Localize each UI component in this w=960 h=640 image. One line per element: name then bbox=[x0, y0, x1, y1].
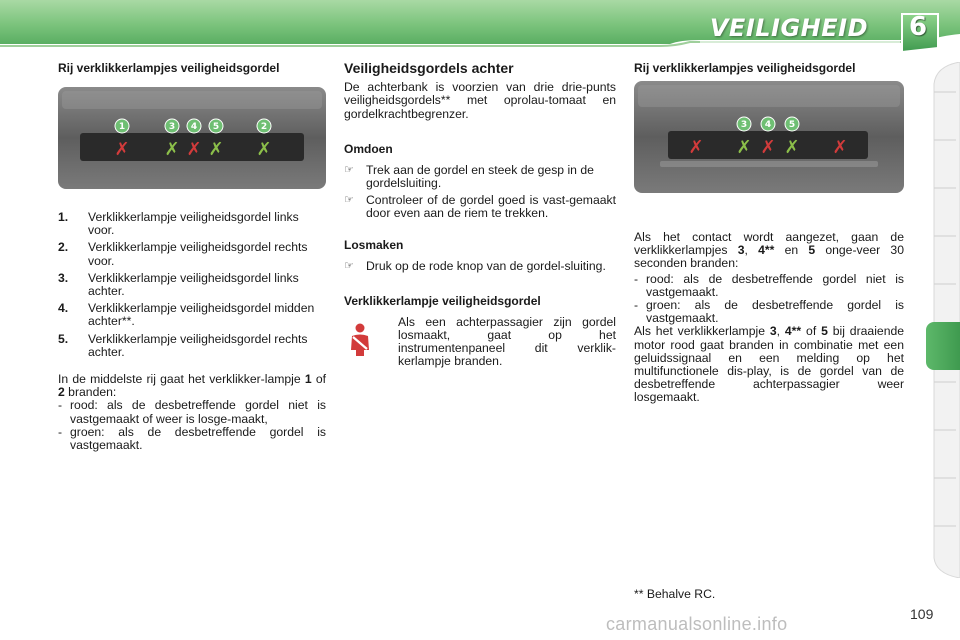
list-item: 4. Verklikkerlampje veiligheidsgordel midden achter**. bbox=[58, 301, 315, 329]
page-number: 109 bbox=[910, 606, 934, 622]
seatbelt-lamp-icon: ✗ bbox=[164, 139, 180, 160]
unfasten-heading: Losmaken bbox=[344, 237, 404, 252]
warning-block bbox=[344, 316, 616, 369]
seatbelt-lamp-icon: ✗ bbox=[208, 139, 224, 160]
seatbelt-lamp-icon: ✗ bbox=[114, 139, 130, 160]
right-dash-list bbox=[634, 273, 904, 326]
right-column bbox=[634, 62, 904, 405]
seatbelt-lamp-icon: ✗ bbox=[784, 137, 800, 158]
rear-indicator-markers bbox=[737, 117, 799, 131]
right-heading: Rij verklikkerlampjes veiligheidsgordel bbox=[634, 61, 856, 75]
panel-marker-2: 2 bbox=[260, 122, 268, 132]
indicator-list bbox=[58, 211, 326, 359]
section-title: Veiligheidsgordels achter bbox=[344, 60, 514, 76]
panel-marker-5: 5 bbox=[212, 122, 220, 132]
middle-row-paragraph: In de middelste rij gaat het verklikker-lampje 1 of 2 branden: bbox=[58, 372, 326, 400]
footnote: ** Behalve RC. bbox=[634, 587, 716, 601]
seatbelt-lamp-icon: ✗ bbox=[186, 139, 202, 160]
list-item: - groen: als de desbetreffende gordel is vastgemaakt. bbox=[634, 298, 904, 326]
page-header bbox=[0, 0, 960, 56]
panel-marker-4: 4 bbox=[190, 122, 198, 132]
panel-marker-3: 3 bbox=[168, 122, 176, 132]
panel-marker-1: 1 bbox=[118, 122, 126, 132]
list-item: - groen: als de desbetreffende gordel is vastgemaakt. bbox=[58, 424, 326, 453]
seatbelt-lamp-icon: ✗ bbox=[256, 139, 272, 160]
fasten-list bbox=[344, 164, 616, 221]
engine-running-paragraph: Als het verklikkerlampje 3, 4** of 5 bij draaiende motor rood gaat branden in combinatie met een geluidssignaal en een melding op het multifunctionele dis-play, is de gordel van de desbetreffende achterpassagier weer losgemaakt. bbox=[634, 324, 905, 405]
chapter-tab-rail bbox=[926, 62, 960, 578]
panel-marker-4: 4 bbox=[764, 120, 772, 130]
panel-marker-3: 3 bbox=[740, 120, 748, 130]
unfasten-list bbox=[344, 260, 616, 273]
left-heading: Rij verklikkerlampjes veiligheidsgordel bbox=[58, 61, 280, 75]
fasten-heading: Omdoen bbox=[344, 141, 393, 156]
chapter-number: 6 bbox=[908, 12, 928, 42]
chapter-tab-active[interactable] bbox=[926, 322, 960, 370]
watermark: carmanualsonline.info bbox=[606, 614, 788, 634]
rear-indicator-illustration bbox=[634, 81, 904, 193]
seatbelt-lamp-icon: ✗ bbox=[760, 137, 776, 158]
left-column bbox=[58, 62, 326, 452]
list-item: ☞ Trek aan de gordel en steek de gesp in de gordelsluiting. bbox=[344, 162, 594, 191]
list-item: 2. Verklikkerlampje veiligheidsgordel rechts voor. bbox=[58, 240, 308, 268]
list-item: ☞ Druk op de rode knop van de gordel-sluiting. bbox=[344, 258, 606, 273]
list-item: ☞ Controleer of de gordel goed is vast-gemaakt door even aan de riem te trekken. bbox=[344, 193, 616, 221]
seatbelt-lamp-icon: ✗ bbox=[832, 137, 848, 158]
intro-paragraph: De achterbank is voorzien van drie drie-punts veiligheidsgordels** met oprolau-tomaat en gordelkrachtbegrenzer. bbox=[344, 80, 616, 121]
list-item: - rood: als de desbetreffende gordel niet is vastgemaakt of weer is losge-maakt, bbox=[58, 398, 326, 426]
front-indicator-panel bbox=[58, 87, 326, 189]
middle-column bbox=[344, 62, 616, 369]
list-item: 3. Verklikkerlampje veiligheidsgordel links achter. bbox=[58, 270, 299, 299]
ignition-paragraph: Als het contact wordt aangezet, gaan de verklikkerlampjes 3, 4** en 5 onge-veer 30 seconden branden: bbox=[634, 230, 904, 271]
seatbelt-lamp-icon: ✗ bbox=[688, 137, 704, 158]
list-item: - rood: als de desbetreffende gordel niet is vastgemaakt. bbox=[634, 271, 904, 299]
pointing-hand-icon: ☞ bbox=[344, 259, 354, 272]
chapter-title: VEILIGHEID bbox=[709, 14, 868, 42]
seatbelt-warning-icon bbox=[344, 316, 398, 369]
list-item: 5. Verklikkerlampje veiligheidsgordel rechts achter. bbox=[58, 331, 308, 359]
warning-heading: Verklikkerlampje veiligheidsgordel bbox=[344, 293, 541, 308]
panel-marker-5: 5 bbox=[788, 120, 796, 130]
list-item: 1. Verklikkerlampje veiligheidsgordel links voor. bbox=[58, 210, 299, 238]
left-dash-list bbox=[58, 399, 326, 452]
seatbelt-lamp-icon: ✗ bbox=[736, 137, 752, 158]
front-indicator-illustration bbox=[58, 87, 326, 189]
warning-text: Als een achterpassagier zijn gordel losmaakt, gaat op het instrumentenpaneel dit verklik-kerlampje branden. bbox=[398, 314, 616, 369]
pointing-hand-icon: ☞ bbox=[344, 194, 354, 207]
pointing-hand-icon: ☞ bbox=[344, 163, 354, 176]
rear-indicator-panel bbox=[634, 81, 904, 193]
